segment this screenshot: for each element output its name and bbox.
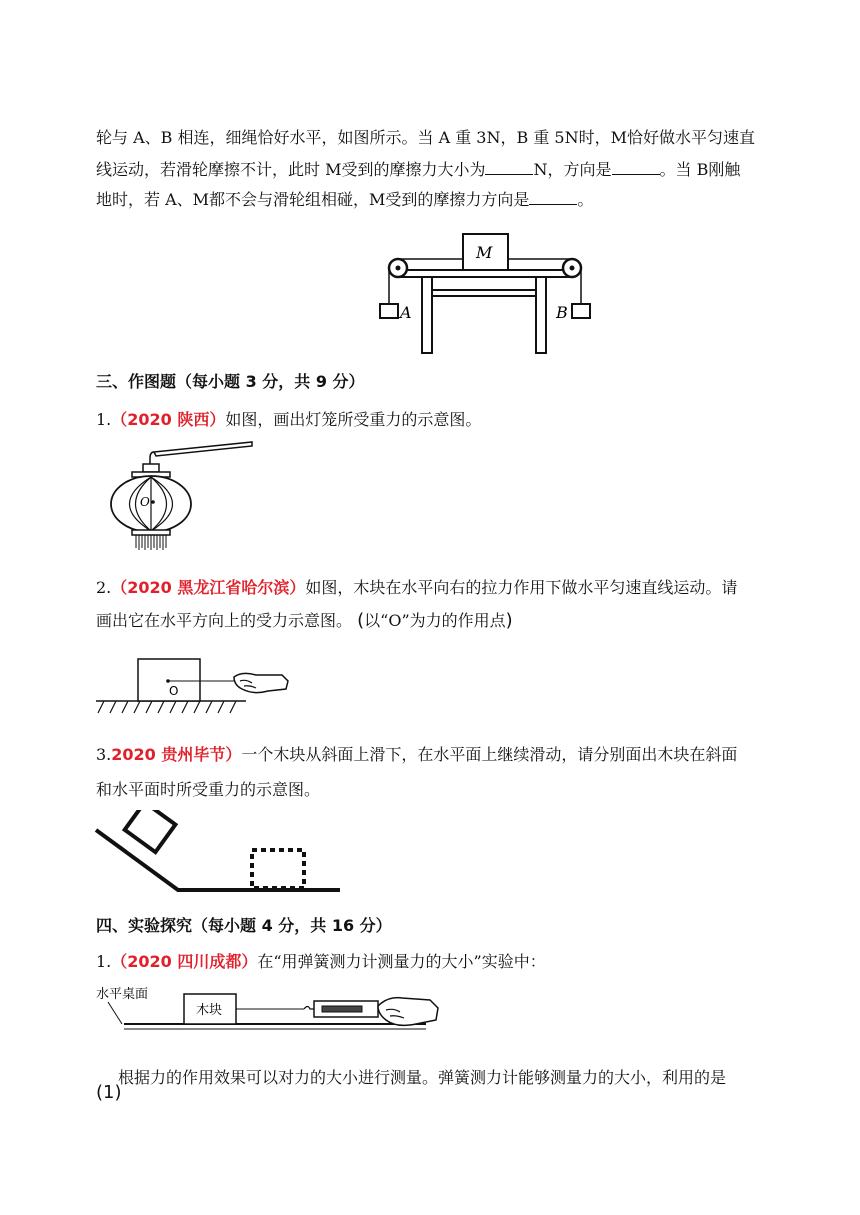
s3-q3-source: 2020 贵州毕节） — [111, 745, 242, 764]
prev-q-text-c: 。当 B刚触 — [659, 160, 741, 179]
s3-q2-line-2 — [96, 611, 513, 631]
block-label-o: O — [169, 684, 179, 698]
label-b: B — [556, 303, 568, 322]
s4-q1 — [96, 952, 546, 972]
sub-question-text: 根据力的作用效果可以对力的大小进行测量。弹簧测力计能够测量力的大小，利用的是 — [118, 1068, 727, 1087]
label-a: A — [400, 303, 412, 322]
label-m: M — [476, 243, 493, 262]
lantern-figure — [110, 438, 260, 554]
s3-q2-line-1 — [96, 578, 737, 598]
s3-q2-text-2: 画出它在水平方向上的受力示意图。 — [96, 611, 353, 630]
answer-blank-direction-2[interactable] — [529, 190, 577, 205]
prev-q-text-a: 线运动，若滑轮摩擦不计，此时 M受到的摩擦力大小为 — [96, 160, 486, 179]
block-pull-figure — [96, 655, 292, 721]
desk-label: 水平桌面 — [96, 987, 149, 1002]
s3-q1 — [96, 410, 481, 430]
s3-q1-text: 如图，画出灯笼所受重力的示意图。 — [225, 410, 482, 429]
pulley-table-figure — [370, 230, 600, 356]
incline-figure — [94, 810, 344, 900]
s3-q1-num: 1. — [96, 410, 112, 429]
s3-q3-line-2: 和水平面时所受重力的示意图。 — [96, 780, 321, 799]
section3-title: 三、作图题（每小题 3 分，共 9 分） — [96, 372, 365, 391]
answer-blank-direction[interactable] — [612, 160, 660, 175]
section4-title: 四、实验探究（每小题 4 分，共 16 分） — [96, 916, 392, 935]
answer-blank-friction[interactable] — [485, 160, 533, 175]
prev-q-text-b: N，方向是 — [533, 160, 612, 179]
sub-question-number: (1) — [96, 1082, 122, 1103]
prev-question-line-1: 轮与 A、B 相连，细绳恰好水平，如图所示。当 A 重 3N，B 重 5N时，M恰好做水平匀速直 — [96, 128, 755, 147]
s4-q1-text: 在“用弹簧测力计测量力的大小”实验中： — [257, 952, 546, 971]
paren-close: ) — [505, 610, 513, 631]
prev-question-line-3 — [96, 190, 593, 210]
s4-q1-source: （2020 四川成都） — [111, 952, 258, 971]
s3-q3-num: 3. — [96, 745, 112, 764]
prev-question-line-2 — [96, 160, 740, 180]
lantern-label-o: O — [140, 495, 150, 509]
s4-q1-num: 1. — [96, 952, 112, 971]
s3-q2-text-1: 如图，木块在水平向右的拉力作用下做水平匀速直线运动。请 — [305, 578, 738, 597]
block-label: 木块 — [196, 1003, 223, 1018]
s3-q2-text-3: 以“O”为力的作用点 — [364, 611, 506, 630]
s3-q2-source: （2020 黑龙江省哈尔滨） — [111, 578, 306, 597]
s3-q3-text-1: 一个木块从斜面上滑下，在水平面上继续滑动，请分别面出木块在斜面 — [241, 745, 738, 764]
spring-scale-figure — [96, 986, 456, 1052]
s3-q3-line-1 — [96, 745, 737, 765]
s3-q1-source: （2020 陕西） — [111, 410, 226, 429]
prev-q-text-d: 地时，若 A、M都不会与滑轮组相碰，M受到的摩擦力方向是 — [96, 190, 530, 209]
prev-q-text-e: 。 — [577, 190, 594, 209]
s3-q2-num: 2. — [96, 578, 112, 597]
paren-open: ( — [357, 610, 365, 631]
